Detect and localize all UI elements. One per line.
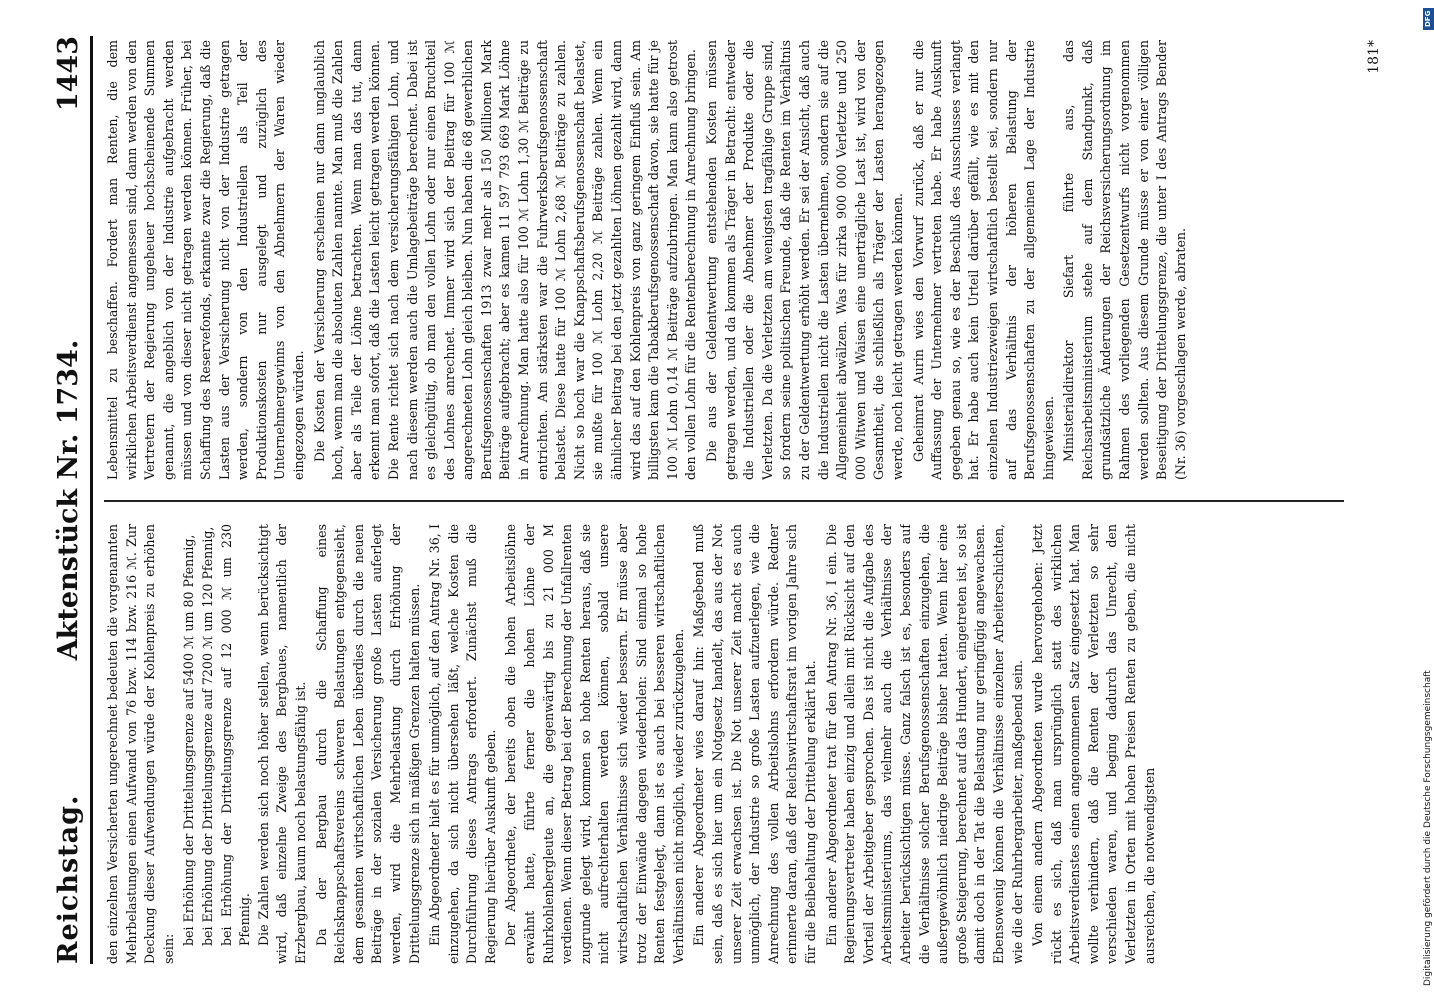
paragraph: Der Abgeordnete, der bereits oben die hohen Arbeitslöhne erwähnt hatte, führte ferner die hohen Löhne der Ruhrkohlenbergleute an, die gegenwärtig bis zu 21 000 M verdienen. Wenn dieser Betrag bei der Berechnung der Unfallrenten zugrunde gelegt wird, kommen so hohe Renten heraus, daß sie nicht aufrechterhalten werden können, sobald unsere wirtschaftlichen Verhältnisse sich wieder bessern. Er müsse aber trotz der Einwände dagegen wiederholen: Sind einmal so hohe Renten festgelegt, dann ist es auch bei besseren wirtschaftlichen Verhältnissen nicht möglich, wieder zurückzugehen. [503, 524, 686, 964]
paragraph: den einzelnen Versicherten ungerechnet bedeuten die vorgenannten Mehrbelastungen einen Aufwand von 76 bzw. 114 bzw. 216 ℳ. Zur Deckung dieser Aufwendungen würde der Kohlenpreis zu erhöhen sein: [105, 524, 176, 964]
funding-note: Digitalisierung gefördert durch die Deutsche Forschungsgemeinschaft [1423, 670, 1433, 986]
header-left-title: Reichstag. [53, 794, 84, 964]
column-divider [104, 500, 1344, 502]
header-page-number: 1443 [53, 36, 84, 112]
right-text-column [104, 40, 1344, 480]
page-header [50, 36, 93, 964]
list-item: bei Erhöhung der Drittelungsgrenze auf 7200 ℳ um 120 Pfennig, [199, 526, 215, 946]
paragraph: Lebensmittel zu beschaffen. Fordert man Renten, die dem wirklichen Arbeitsverdienst angemessen sind, dann werden von den Vertretern der Regierung ungeheuer hochscheinende Summen genannt, die angeblich von der Industrie aufgebracht werden müssen und von dieser nicht getragen werden können. Früher, bei Schaffung des Reservefonds, erkannte zwar die Regierung, daß die Lasten aus der Versicherung nicht von der Industrie getragen werden, sondern von den Industriellen als Teil der Produktionskosten nur ausgelegt und zuzüglich des Unternehmergewinns von den Abnehmern der Waren wieder eingezogen würden. [105, 40, 306, 480]
paragraph: Ein anderer Abgeordneter wies darauf hin: Maßgebend muß sein, daß es sich hier um ein Notgesetz handelt, das aus der Not unserer Zeit erwachsen ist. Die Not unserer Zeit macht es auch unmöglich, der Industrie so große Lasten aufzuerlegen, wie die Anrechnung des vollen Arbeitslohns erfordern würde. Redner erinnerte daran, daß der Reichswirtschaftsrat im vorigen Jahre sich für die Beibehaltung der Drittelung erklärt hat. [691, 524, 818, 964]
paragraph: Ministerialdirektor Siefart führte aus, das Reichsarbeitsministerium stehe auf dem Standpunkt, daß grundsätzliche Änderungen der Reichsversicherungsordnung im Rahmen des vorliegenden Gesetzentwurfs nicht vorgenommen werden sollten. Aus diesem Grunde müsse er von einer völligen Beseitigung der Drittelungsgrenze, die unter I des Antrags Bender (Nr. 36) vorgeschlagen werde, abraten. [1061, 40, 1188, 480]
paragraph: Die Kosten der Versicherung erscheinen nur dann unglaublich hoch, wenn man die absoluten Zahlen nannte. Man muß die Zahlen aber als Teile der Löhne betrachten. Wenn man das tut, dann erkennt man sofort, daß die Lasten leicht getragen werden können. Die Rente richtet sich nach dem versicherungsfähigen Lohn, und nach diesem werden auch die Umlagebeiträge berechnet. Dabei ist es gleichgültig, ob man den vollen Lohn oder nur einen Bruchteil des Lohnes anrechnet. Immer wird sich der Beitrag für 100 ℳ angerechneten Lohn gleich bleiben. Nun haben die 68 gewerblichen Berufsgenossenschaften 1913 zwar mehr als 150 Millionen Mark Beiträge aufgebracht; aber es kamen 11 597 793 669 Mark Löhne in Anrechnung. Man hatte also für 100 ℳ Lohn 1,30 ℳ Beiträge zu entrichten. Am stärksten war die Fuhrwerksberufsgenossenschaft belastet. Diese hatte für 100 ℳ Lohn 2,68 ℳ Beiträge zu zahlen. Nicht so hoch war die Knappschaftsberufsgenossenschaft belastet, sie mußte für 100 ℳ Lohn 2,20 ℳ Beiträge zahlen. Wenn ein ähnlicher Beitrag bei den jetzt gezahlten Löhnen gezahlt wird, dann wird das auf den Kohlenpreis von ganz geringem Einfluß sein. Am billigsten kam die Tabakberufsgenossenschaft davon, sie hatte für je 100 ℳ Lohn 0,14 ℳ Beiträge aufzubringen. Man kann also getrost den vollen Lohn für die Rentenberechnung in Anrechnung bringen. [311, 40, 699, 480]
paragraph: Ein anderer Abgeordneter trat für den Antrag Nr. 36, I ein. Die Regierungsvertreter haben einzig und allein mit Rücksicht auf den Vorteil der Arbeitgeber gesprochen. Das ist nicht die Aufgabe des Arbeitsministeriums, das vielmehr auch die Verhältnisse der Arbeiter berücksichtigen müsse. Ganz falsch ist es, besonders auf die Verhältnisse solcher Berufsgenossenschaften einzugehen, die außergewöhnlich niedrige Beiträge bisher hatten. Wenn hier eine große Steigerung, berechnet auf das Hundert, eingetreten ist, so ist damit doch in der Tat die Belastung nur geringfügig angewachsen. Ebensowenig können die Verhältnisse einzelner Arbeiterschichten, wie die der Ruhrbergarbeiter, maßgebend sein. [823, 524, 1025, 964]
list-item: bei Erhöhung der Drittelungsgrenze auf 5400 ℳ um 80 Pfennig, [181, 534, 197, 946]
left-text-column [104, 524, 1344, 964]
list-item: bei Erhöhung der Drittelungsgrenze auf 12 000 ℳ um 230 Pfennig. [218, 524, 253, 946]
digitization-sidebar [1423, 8, 1434, 992]
paragraph: Von einem andern Abgeordneten wurde hervorgehoben: Jetzt rückt es sich, daß man ursprünglich statt des wirklichen Arbeitsverdienstes einen angenommenen Satz eingesetzt hat. Man wollte verhindern, daß die Renten der Verletzten so sehr verschieden waren, und beging dadurch das Unrecht, den Verletzten in Orten mit hohen Preisen Renten zu geben, die nicht ausreichen, die notwendigsten [1030, 524, 1157, 964]
paragraph: Da der Bergbau durch die Schaffung eines Reichsknappschaftsvereins schweren Belastungen entgegensieht, dem gesamten wirtschaftlichen Leben überdies durch die neuen Beiträge in der sozialen Versicherung große Lasten auferlegt werden, wird die Mehrbelastung durch Erhöhung der Drittelungsgrenze sich in mäßigen Grenzen halten müssen. [313, 524, 422, 964]
paragraph: Die aus der Geldentwertung entstehenden Kosten müssen getragen werden, und da kommen als Träger in Betracht: entweder die Industriellen oder die Abnehmer der Produkte oder die Verletzten. Da die Verletzten am wenigsten tragfähige Gruppe sind, so fordern seine politischen Freunde, daß die Renten im Verhältnis zu der Geldentwertung erhöht werden. Er sei der Ansicht, daß auch die Industriellen nicht die Lasten übernehmen, sondern sie auf die Allgemeinheit abwälzen. Was für zirka 900 000 Verletzte und 250 000 Witwen und Waisen eine unerträgliche Last ist, wird von der Gesamtheit, die schließlich als Träger der Lasten herangezogen werde, noch leicht getragen werden können. [704, 40, 905, 480]
header-document-number: Aktenstück Nr. 1734. [53, 339, 84, 661]
dfg-logo: DFG [1423, 8, 1434, 30]
paragraph: Geheimrat Aurin wies den Vorwurf zurück, daß er nur die Auffassung der Unternehmer vertreten habe. Er habe Auskunft gegeben genau so, wie es der Beschluß des Ausschusses verlangt hat. Er habe auch kein Urteil darüber gefällt, wie es mit den einzelnen Industriezweigen wirtschaftlich bestellt sei, sondern nur auf das Verhältnis der höheren Belastung der Berufsgenossenschaften zu der allgemeinen Lage der Industrie hingewiesen. [910, 40, 1056, 480]
paragraph: Ein Abgeordneter hielt es für unmöglich, auf den Antrag Nr. 36, I einzugehen, da sich nicht übersehen läßt, welche Kosten die Durchführung dieses Antrags erfordert. Zunächst muß die Regierung hierüber Auskunft geben. [427, 524, 498, 964]
paragraph: Die Zahlen werden sich noch höher stellen, wenn berücksichtigt wird, daß einzelne Zweige des Bergbaues, namentlich der Erzbergbau, kaum noch belastungsfähig ist. [255, 524, 308, 964]
sheet-signature: 181* [1366, 40, 1382, 74]
scanned-page [20, 0, 1400, 1000]
